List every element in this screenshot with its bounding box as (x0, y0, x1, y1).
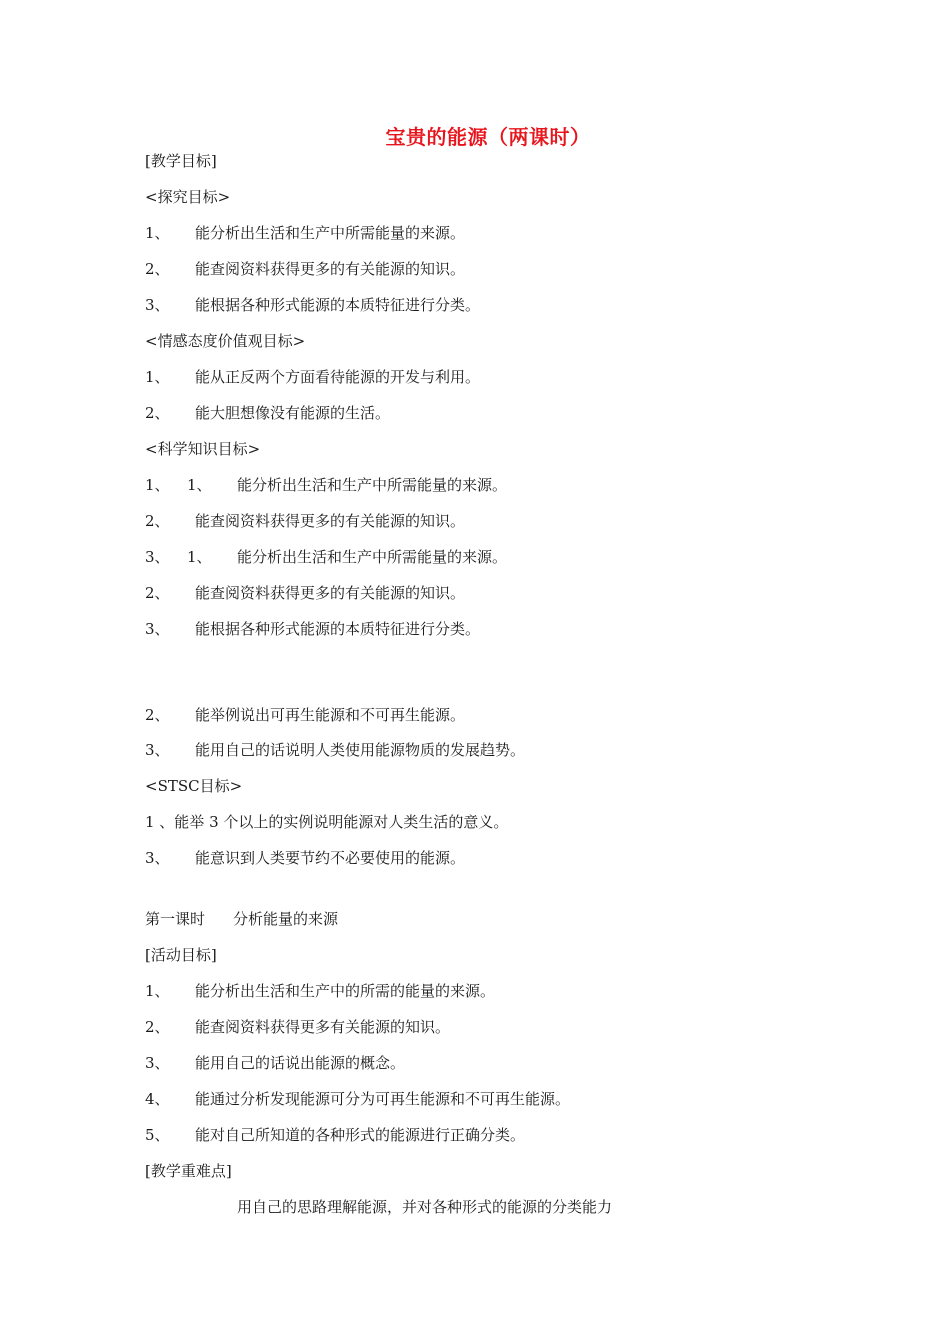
item-number: 3、 (145, 620, 170, 638)
item-subnumber: 1、 (187, 548, 212, 566)
item-text: 能举例说出可再生能源和不可再生能源。 (195, 706, 466, 724)
list-item (145, 704, 465, 726)
item-number: 2、 (145, 512, 170, 530)
section-explore-goal: <探究目标> (145, 188, 231, 206)
list-item (145, 474, 507, 496)
list-item (145, 847, 465, 869)
lesson-label: 第一课时 (145, 910, 206, 928)
list-item (145, 739, 525, 761)
list-item (145, 1016, 450, 1038)
list-item (145, 258, 465, 280)
item-text: 能从正反两个方面看待能源的开发与利用。 (195, 368, 481, 386)
list-item (145, 582, 465, 604)
item-text: 能根据各种形式能源的本质特征进行分类。 (195, 296, 481, 314)
item-text: 能分析出生活和生产中所需能量的来源。 (195, 224, 466, 242)
section-science-goal: <科学知识目标> (145, 440, 261, 458)
item-number: 2、 (145, 260, 170, 278)
list-item (145, 546, 507, 568)
item-number: 1、 (145, 368, 170, 386)
item-text: 能查阅资料获得更多的有关能源的知识。 (195, 260, 466, 278)
item-subnumber: 1、 (187, 476, 212, 494)
list-item (145, 366, 480, 388)
list-item (145, 980, 495, 1002)
list-item (145, 222, 465, 244)
item-text: 能根据各种形式能源的本质特征进行分类。 (195, 620, 481, 638)
item-text: 能用自己的话说明人类使用能源物质的发展趋势。 (195, 741, 526, 759)
item-text: 能通过分析发现能源可分为可再生能源和不可再生能源。 (195, 1090, 571, 1108)
lesson-heading (145, 908, 338, 930)
list-item (145, 510, 465, 532)
section-activity-goal: [活动目标] (145, 946, 217, 964)
list-item (145, 618, 480, 640)
list-item (145, 811, 508, 833)
item-number: 2、 (145, 584, 170, 602)
item-number: 1、 (145, 476, 170, 494)
item-number: 3、 (145, 849, 170, 867)
item-number: 3、 (145, 548, 170, 566)
list-item (145, 402, 390, 424)
section-teaching-goal: [教学目标] (145, 152, 217, 170)
section-key-points: [教学重难点] (145, 1162, 232, 1180)
section-stsc-goal: <STSC目标> (145, 777, 243, 795)
item-number: 5、 (145, 1126, 170, 1144)
item-number: 2、 (145, 706, 170, 724)
item-number: 2、 (145, 1018, 170, 1036)
item-text: 能用自己的话说出能源的概念。 (195, 1054, 406, 1072)
item-text: 能查阅资料获得更多的有关能源的知识。 (195, 512, 466, 530)
item-number: 3、 (145, 1054, 170, 1072)
section-emotion-goal: <情感态度价值观目标> (145, 332, 306, 350)
item-number: 2、 (145, 404, 170, 422)
item-number: 1、 (145, 982, 170, 1000)
item-text: 能意识到人类要节约不必要使用的能源。 (195, 849, 466, 867)
item-text: 能大胆想像没有能源的生活。 (195, 404, 391, 422)
list-item (145, 1124, 525, 1146)
item-number: 3、 (145, 741, 170, 759)
item-number: 4、 (145, 1090, 170, 1108)
lesson-name: 分析能量的来源 (233, 910, 339, 928)
item-text: 能查阅资料获得更多有关能源的知识。 (195, 1018, 451, 1036)
list-item (145, 1088, 570, 1110)
item-text: 能对自己所知道的各种形式的能源进行正确分类。 (195, 1126, 526, 1144)
item-text: 能分析出生活和生产中的所需的能量的来源。 (195, 982, 496, 1000)
item-text: 能查阅资料获得更多的有关能源的知识。 (195, 584, 466, 602)
list-item (145, 294, 480, 316)
list-item (145, 1052, 405, 1074)
item-number: 1、 (145, 224, 170, 242)
item-number: 3、 (145, 296, 170, 314)
item-text: 能分析出生活和生产中所需能量的来源。 (237, 476, 508, 494)
key-points-text: 用自己的思路理解能源，并对各种形式的能源的分类能力 (237, 1198, 613, 1216)
item-text: 1 、能举 3 个以上的实例说明能源对人类生活的意义。 (145, 813, 509, 831)
item-text: 能分析出生活和生产中所需能量的来源。 (237, 548, 508, 566)
document-title: 宝贵的能源（两课时） (385, 125, 591, 149)
